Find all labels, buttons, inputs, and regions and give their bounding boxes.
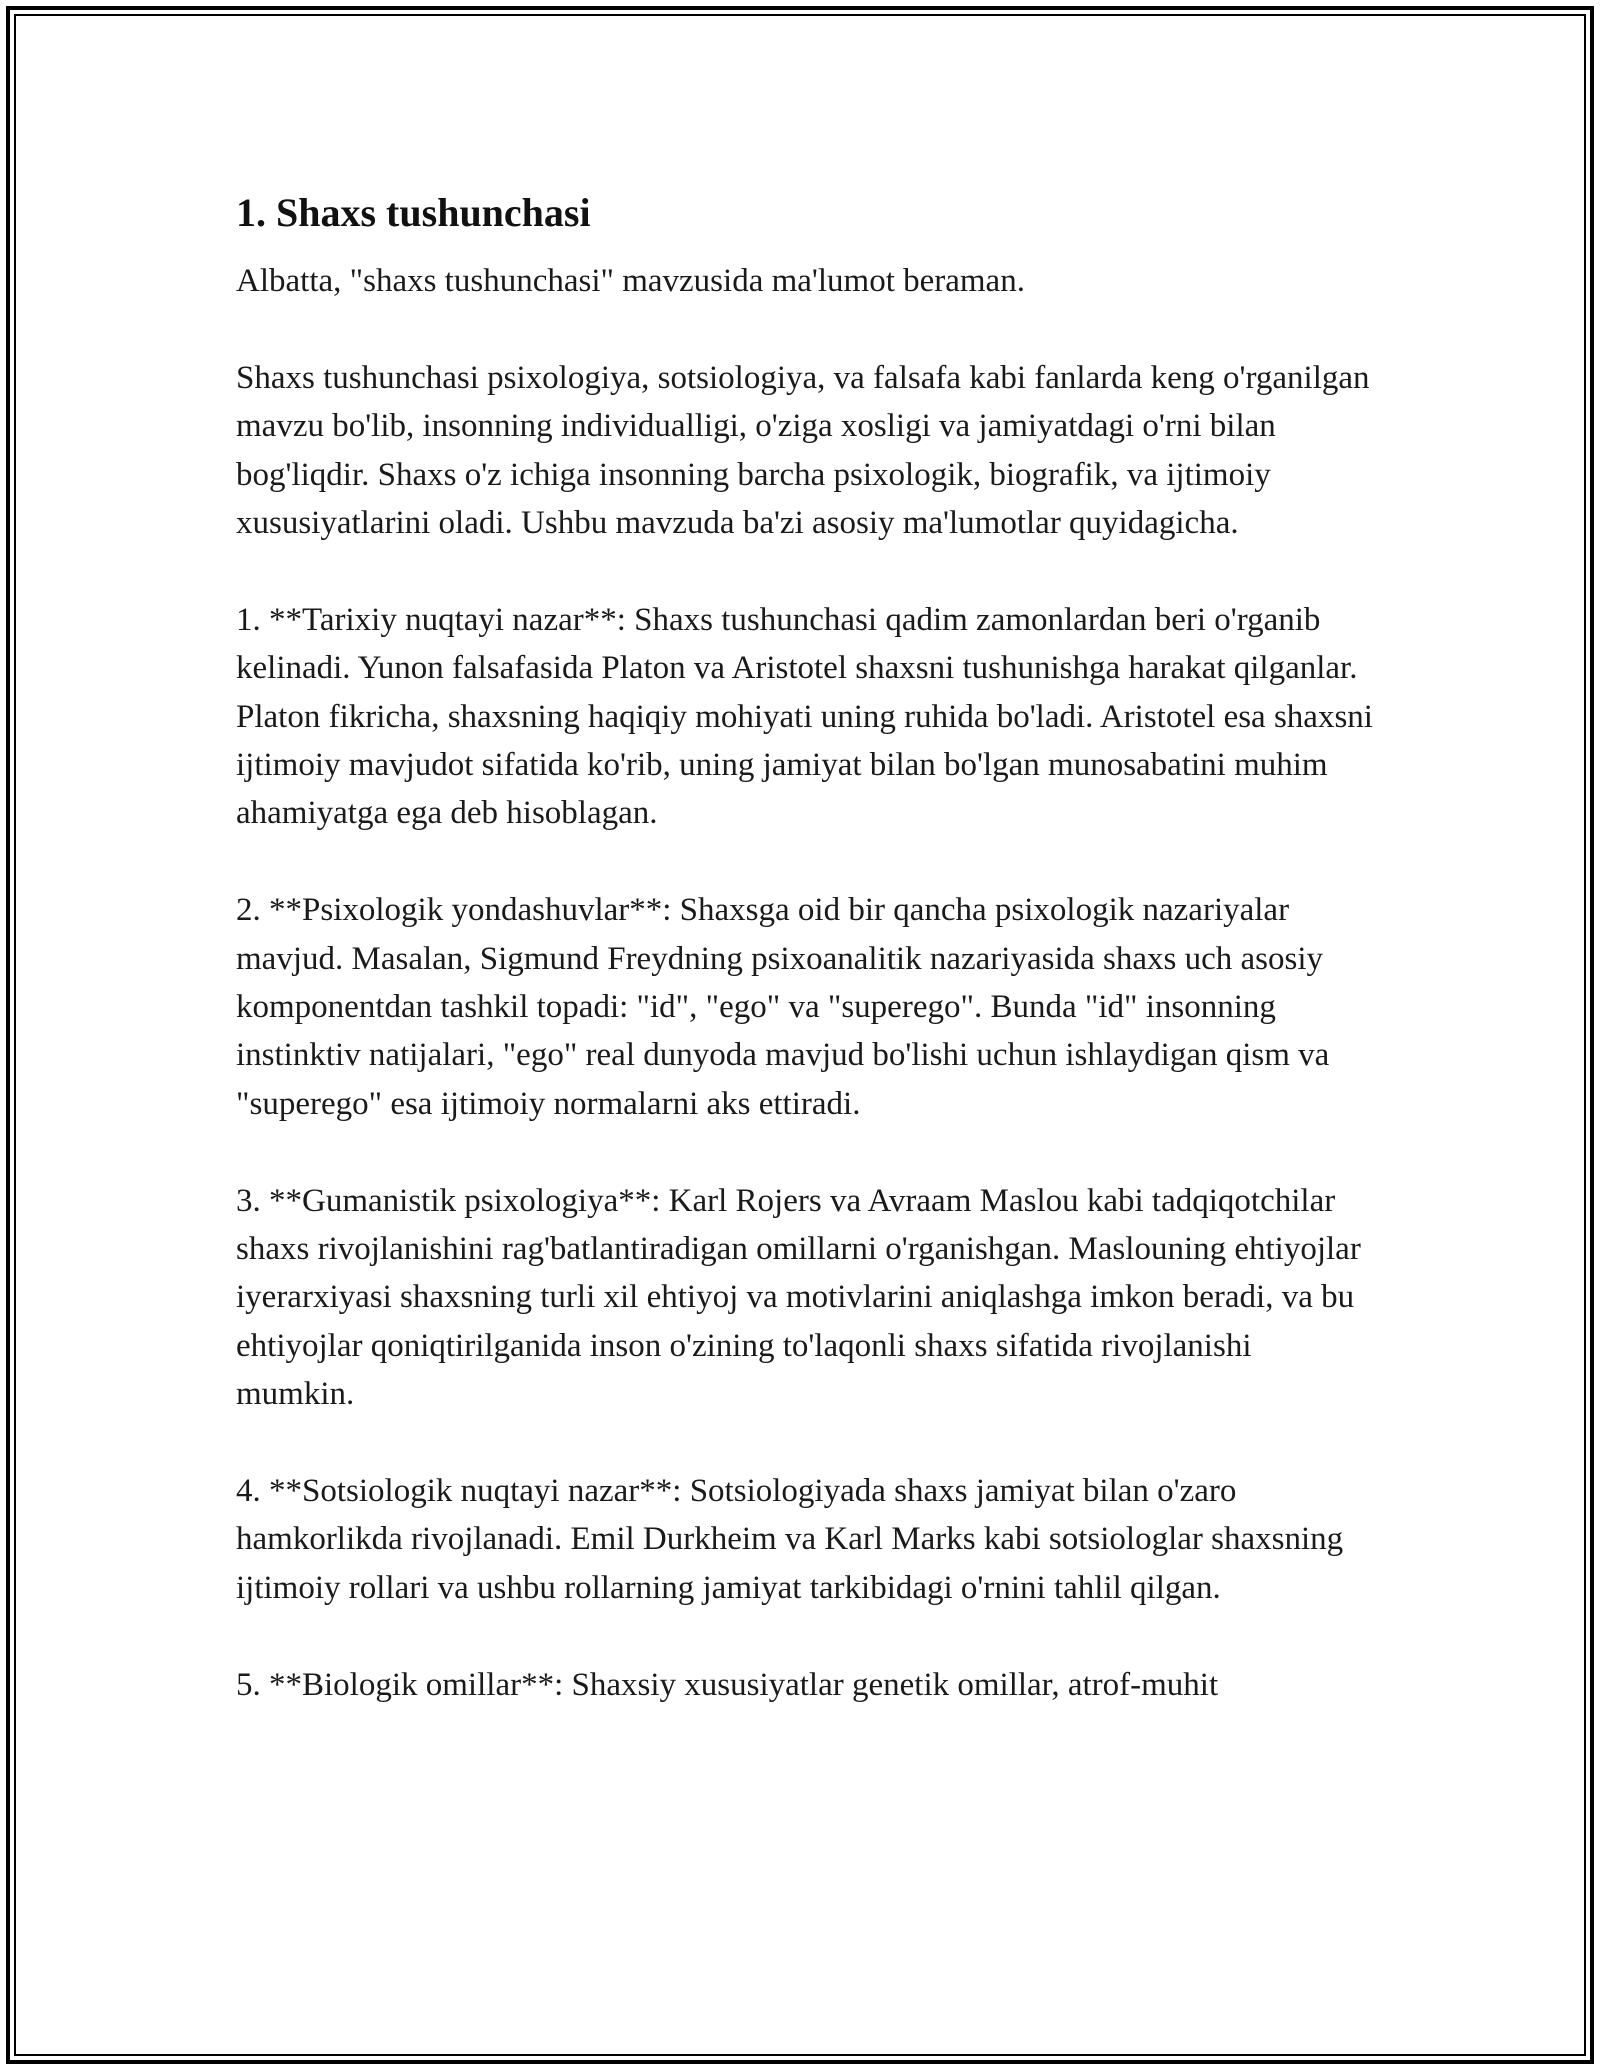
paragraph-item-4: 4. **Sotsiologik nuqtayi nazar**: Sotsiologiyada shaxs jamiyat bilan o'zaro hamkorlikda rivojlanadi. Emil Durkheim va Karl Marks kabi sotsiologlar shaxsning ijtimoiy rollari va ushbu rollarning jamiyat tarkibidagi o'rnini tahlil qilgan. — [236, 1473, 1344, 1606]
paragraph-item-3: 3. **Gumanistik psixologiya**: Karl Rojers va Avraam Maslou kabi tadqiqotchilar shaxs rivojlanishini rag'batlantiradigan omillarni o'rganishgan. Maslouning ehtiyojlar iyerarxiyasi shaxsning turli xil ehtiyoj va motivlarini aniqlashga imkon beradi, va bu ehtiyojlar qoniqtirilganida inson o'zining to'laqonli shaxs sifatida rivojlanishi mumkin. — [236, 1182, 1361, 1413]
paragraph-item-2: 2. **Psixologik yondashuvlar**: Shaxsga oid bir qancha psixologik nazariyalar mavjud. Masalan, Sigmund Freydning psixoanalitik nazariyasida shaxs uch asosiy komponentdan tashkil topadi: "id", "ego" va "superego". Bunda "id" insonning instinktiv natijalari, "ego" real dunyoda mavjud bo'lishi uchun ishlaydigan qism va "superego" esa ijtimoiy normalarni aks ettiradi. — [236, 892, 1330, 1122]
paragraph-intro: Albatta, "shaxs tushunchasi" mavzusida ma'lumot beraman. — [236, 263, 1025, 299]
paragraph-item-1: 1. **Tarixiy nuqtayi nazar**: Shaxs tushunchasi qadim zamonlardan beri o'rganib kelinadi. Yunon falsafasida Platon va Aristotel shaxsni tushunishga harakat qilganlar. Platon fikricha, shaxsning haqiqiy mohiyati uning ruhida bo'ladi. Aristotel esa shaxsni ijtimoiy mavjudot sifatida ko'rib, uning jamiyat bilan bo'lgan munosabatini muhim ahamiyatga ega deb hisoblagan. — [236, 601, 1373, 832]
paragraph-item-5: 5. **Biologik omillar**: Shaxsiy xususiyatlar genetik omillar, atrof-muhit — [236, 1666, 1219, 1703]
paragraph-overview: Shaxs tushunchasi psixologiya, sotsiologiya, va falsafa kabi fanlarda keng o'rganilgan mavzu bo'lib, insonning individualligi, o'ziga xosligi va jamiyatdagi o'rni bilan bog'liqdir. Shaxs o'z ichiga insonning barcha psixologik, biografik, va ijtimoiy xususiyatlarini oladi. Ushbu mavzuda ba'zi asosiy ma'lumotlar quyidagicha. — [236, 359, 1370, 542]
document-body — [236, 185, 1376, 1757]
document-title: 1. Shaxs tushunchasi — [236, 190, 591, 235]
